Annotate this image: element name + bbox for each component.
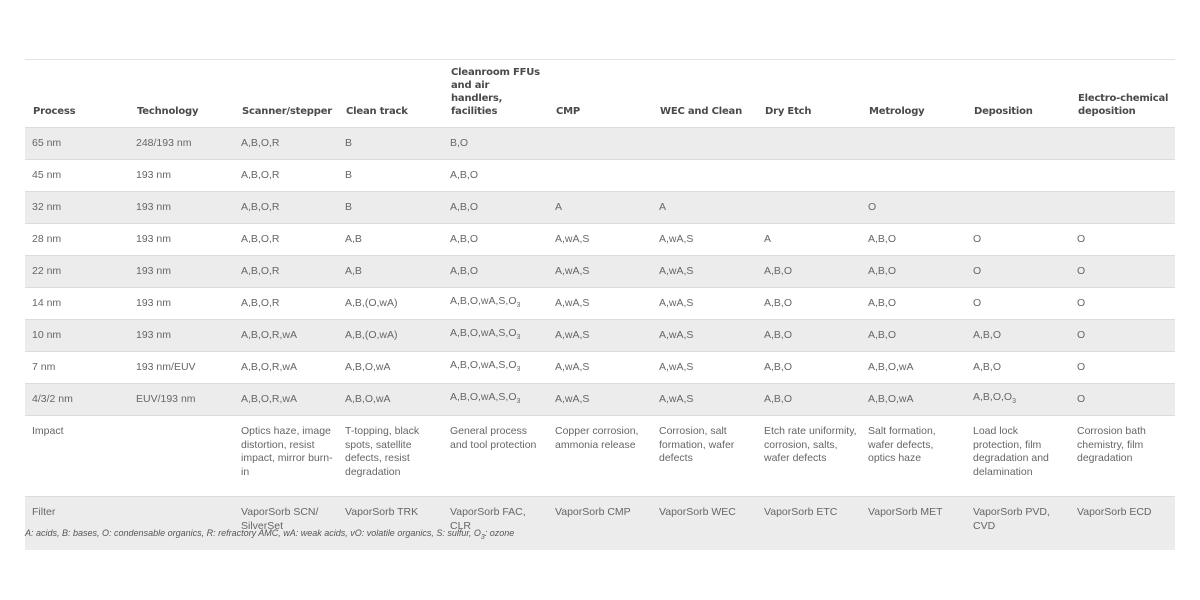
table-cell [129, 192, 234, 224]
table-body [25, 128, 1175, 551]
column-header-line: and air handlers, [451, 80, 503, 104]
column-header [129, 60, 234, 128]
impact-cell: General process and tool protection [443, 416, 548, 497]
cell-value: A [659, 200, 667, 213]
cell-value: 45 nm [32, 168, 62, 181]
header-row [25, 60, 1175, 128]
legend-text-end: : ozone [484, 528, 515, 538]
cell-value: A,B,(O,wA) [345, 328, 398, 341]
table-row [25, 160, 1175, 192]
column-header [861, 60, 966, 128]
cell-value: A,wA,S [555, 264, 590, 277]
cell-value: 65 nm [32, 136, 62, 149]
cell-value: A,B,(O,wA) [345, 296, 398, 309]
table-cell [129, 128, 234, 160]
table-cell [966, 384, 1070, 416]
table-cell [757, 256, 861, 288]
cell-value: A,B,O [450, 168, 479, 181]
column-header-line: Deposition [974, 106, 1033, 117]
cell-value: A,B,O [868, 264, 897, 277]
impact-cell: Load lock protection, film degradation and delamination [966, 416, 1070, 497]
table-cell [443, 352, 548, 384]
cell-value: A,B,O,wA,S,O [450, 390, 517, 403]
table-cell [1070, 224, 1175, 256]
column-header-line: Scanner/stepper [242, 106, 333, 117]
table-cell [338, 160, 443, 192]
column-header-line: deposition [1078, 106, 1136, 117]
table-row [25, 288, 1175, 320]
table-row [25, 192, 1175, 224]
cell-value: B [345, 168, 353, 181]
table-cell [338, 192, 443, 224]
cell-value: B [345, 200, 353, 213]
cell-value: 22 nm [32, 264, 62, 277]
cell-value: A,wA,S [555, 232, 590, 245]
cell-value: A,B,O [764, 296, 793, 309]
table-cell [338, 352, 443, 384]
table-row [25, 256, 1175, 288]
table-cell [548, 352, 652, 384]
cell-value: A,B,O [764, 328, 793, 341]
table-cell [25, 224, 129, 256]
table-cell [652, 224, 757, 256]
table-cell [25, 320, 129, 352]
column-header-line: Cleanroom FFUs [451, 67, 540, 78]
table-cell [25, 288, 129, 320]
table-cell [652, 256, 757, 288]
cell-value: B,O [450, 136, 469, 149]
legend-subscript: 3 [480, 533, 485, 541]
table-cell [129, 384, 234, 416]
cell-value: 193 nm/EUV [136, 360, 196, 373]
cell-value: 193 nm [136, 232, 172, 245]
table-cell [757, 224, 861, 256]
table-cell [25, 160, 129, 192]
table-cell [234, 224, 338, 256]
table-cell [234, 384, 338, 416]
table-cell [966, 224, 1070, 256]
table-cell [861, 384, 966, 416]
abbreviation-legend [25, 528, 514, 541]
cell-value: A,wA,S [659, 232, 694, 245]
cell-value: A [764, 232, 772, 245]
cell-value: A,wA,S [659, 296, 694, 309]
cell-value: A,B,O,R [241, 296, 280, 309]
cell-value: O [1077, 296, 1086, 309]
cell-value: A,B,O [764, 360, 793, 373]
table-cell [234, 352, 338, 384]
table-cell [861, 192, 966, 224]
column-header [338, 60, 443, 128]
cell-subscript: 3 [1012, 397, 1016, 405]
cell-value: 193 nm [136, 264, 172, 277]
impact-label: Impact [25, 416, 129, 497]
cell-value: 4/3/2 nm [32, 392, 73, 405]
legend-text: A: acids, B: bases, O: condensable organics, R: refractory AMC, wA: weak acids, vO: volatile organics, S: sulfur, O [25, 528, 481, 538]
column-header [1070, 60, 1175, 128]
cell-value: A,B,O,wA,S,O [450, 358, 517, 371]
table-row [25, 320, 1175, 352]
cell-value: 193 nm [136, 328, 172, 341]
impact-cell: Optics haze, image distortion, resist impact, mirror burn-in [234, 416, 338, 497]
table-cell [966, 320, 1070, 352]
filter-cell: VaporSorb SCN/ SilverSet [234, 497, 338, 551]
cell-value: A,wA,S [659, 360, 694, 373]
column-header-line: Process [33, 106, 76, 117]
table-cell [757, 128, 861, 160]
table-cell [338, 288, 443, 320]
table-cell [25, 192, 129, 224]
cell-value: A,wA,S [659, 264, 694, 277]
table-cell [234, 288, 338, 320]
table-cell [966, 160, 1070, 192]
column-header [234, 60, 338, 128]
table-cell [443, 160, 548, 192]
impact-cell: Etch rate uniformity, corrosion, salts, wafer defects [757, 416, 861, 497]
cell-value: A,B,O [973, 360, 1002, 373]
table-cell [966, 352, 1070, 384]
cell-value: O [1077, 328, 1086, 341]
impact-row [25, 416, 1175, 497]
table-cell [861, 224, 966, 256]
table-row [25, 384, 1175, 416]
cell-value: O [1077, 232, 1086, 245]
table-cell [234, 160, 338, 192]
table-cell [443, 288, 548, 320]
cell-value: A,B,O [450, 232, 479, 245]
amc-contamination-table [25, 60, 1175, 550]
cell-subscript: 3 [516, 301, 521, 309]
table-cell [548, 224, 652, 256]
table-cell [548, 288, 652, 320]
cell-value: O [1077, 392, 1086, 405]
column-header [652, 60, 757, 128]
table-cell [966, 256, 1070, 288]
filter-cell: VaporSorb TRK [338, 497, 443, 551]
filter-cell: VaporSorb MET [861, 497, 966, 551]
column-header-line: Dry Etch [765, 106, 812, 117]
cell-value: 28 nm [32, 232, 62, 245]
table-cell [652, 192, 757, 224]
table-cell [861, 160, 966, 192]
cell-value: A [555, 200, 563, 213]
table-cell [25, 384, 129, 416]
cell-value: A,B,O [764, 392, 793, 405]
table-cell [757, 320, 861, 352]
filter-cell: VaporSorb FAC, CLR [443, 497, 548, 551]
cell-value: A,wA,S [659, 392, 694, 405]
cell-value: A,B,O [973, 328, 1002, 341]
table-cell [652, 160, 757, 192]
table-cell [129, 352, 234, 384]
table-cell [25, 128, 129, 160]
cell-value: 10 nm [32, 328, 62, 341]
cell-value: A,B,O,wA [345, 392, 391, 405]
table-cell [338, 256, 443, 288]
cell-value: 32 nm [32, 200, 62, 213]
filter-cell: VaporSorb PVD, CVD [966, 497, 1070, 551]
table-cell [129, 256, 234, 288]
table-cell [1070, 352, 1175, 384]
table-cell [861, 128, 966, 160]
table-cell [1070, 384, 1175, 416]
table-cell [234, 320, 338, 352]
table-cell [1070, 160, 1175, 192]
cell-value: A,B,O [868, 296, 897, 309]
table-cell [234, 128, 338, 160]
filter-technology-cell [129, 497, 234, 551]
cell-value: A,B,O,wA [868, 360, 914, 373]
table-cell [548, 128, 652, 160]
table-cell [25, 352, 129, 384]
table-cell [443, 224, 548, 256]
table-cell [966, 128, 1070, 160]
cell-subscript: 3 [516, 365, 521, 373]
table-cell [443, 320, 548, 352]
cell-value: A,B,O [450, 200, 479, 213]
amc-contamination-table-container [25, 59, 1175, 550]
table-cell [861, 352, 966, 384]
table-cell [548, 256, 652, 288]
table-cell [129, 288, 234, 320]
cell-value: O [1077, 360, 1086, 373]
cell-value: A,B,O [450, 264, 479, 277]
table-cell [652, 352, 757, 384]
column-header [548, 60, 652, 128]
cell-value: A,B,O,R,wA [241, 328, 298, 341]
table-cell [234, 192, 338, 224]
cell-subscript: 3 [516, 333, 521, 341]
table-cell [1070, 192, 1175, 224]
cell-value: A,B,O [868, 232, 897, 245]
column-header-line: Clean track [346, 106, 408, 117]
cell-value: A,B,O,R [241, 136, 280, 149]
table-cell [1070, 320, 1175, 352]
impact-cell: Salt formation, wafer defects, optics haze [861, 416, 966, 497]
column-header-line: Technology [137, 106, 199, 117]
table-cell [652, 320, 757, 352]
table-cell [861, 320, 966, 352]
cell-subscript: 3 [516, 397, 521, 405]
cell-value: 14 nm [32, 296, 62, 309]
table-cell [338, 384, 443, 416]
table-cell [757, 384, 861, 416]
table-cell [338, 128, 443, 160]
table-cell [234, 256, 338, 288]
cell-value: A,B,O,wA [345, 360, 391, 373]
impact-technology-cell [129, 416, 234, 497]
column-header [25, 60, 129, 128]
cell-value: A,wA,S [555, 296, 590, 309]
table-cell [757, 288, 861, 320]
cell-value: A,B [345, 232, 362, 245]
table-cell [757, 192, 861, 224]
table-cell [548, 192, 652, 224]
cell-value: A,B,O,O [973, 390, 1013, 403]
table-cell [443, 128, 548, 160]
table-row [25, 224, 1175, 256]
table-cell [548, 320, 652, 352]
table-cell [652, 384, 757, 416]
column-header [443, 60, 548, 128]
cell-value: 7 nm [32, 360, 56, 373]
table-cell [1070, 288, 1175, 320]
table-row [25, 352, 1175, 384]
table-cell [25, 256, 129, 288]
cell-value: O [1077, 264, 1086, 277]
cell-value: A,B,O,wA,S,O [450, 326, 517, 339]
cell-value: A,B [345, 264, 362, 277]
table-cell [757, 352, 861, 384]
filter-cell: VaporSorb WEC [652, 497, 757, 551]
table-cell [129, 160, 234, 192]
cell-value: 248/193 nm [136, 136, 192, 149]
cell-value: A,B,O,R [241, 232, 280, 245]
cell-value: 193 nm [136, 296, 172, 309]
table-cell [861, 256, 966, 288]
cell-value: 193 nm [136, 168, 172, 181]
cell-value: A,B,O,R [241, 264, 280, 277]
impact-cell: Corrosion, salt formation, wafer defects [652, 416, 757, 497]
column-header [966, 60, 1070, 128]
table-cell [129, 320, 234, 352]
filter-cell: VaporSorb ETC [757, 497, 861, 551]
impact-cell: Corrosion bath chemistry, film degradation [1070, 416, 1175, 497]
table-cell [757, 160, 861, 192]
table-cell [443, 256, 548, 288]
table-cell [652, 128, 757, 160]
cell-value: A,wA,S [555, 360, 590, 373]
column-header-line: Electro-chemical [1078, 93, 1169, 104]
table-cell [548, 160, 652, 192]
cell-value: A,B,O [764, 264, 793, 277]
table-cell [966, 288, 1070, 320]
table-row [25, 128, 1175, 160]
cell-value: O [973, 232, 982, 245]
table-cell [861, 288, 966, 320]
cell-value: A,wA,S [555, 392, 590, 405]
table-cell [443, 192, 548, 224]
cell-value: A,B,O,wA [868, 392, 914, 405]
column-header [757, 60, 861, 128]
cell-value: A,wA,S [555, 328, 590, 341]
table-cell [443, 384, 548, 416]
filter-row [25, 497, 1175, 551]
cell-value: A,B,O,R,wA [241, 360, 298, 373]
impact-cell: Copper corrosion, ammonia release [548, 416, 652, 497]
filter-cell: VaporSorb ECD [1070, 497, 1175, 551]
column-header-line: CMP [556, 106, 581, 117]
cell-value: O [973, 296, 982, 309]
table-cell [338, 320, 443, 352]
cell-value: O [973, 264, 982, 277]
table-cell [966, 192, 1070, 224]
table-cell [1070, 128, 1175, 160]
cell-value: A,B,O,wA,S,O [450, 294, 517, 307]
table-cell [1070, 256, 1175, 288]
cell-value: EUV/193 nm [136, 392, 196, 405]
cell-value: 193 nm [136, 200, 172, 213]
table-cell [548, 384, 652, 416]
filter-label: Filter [25, 497, 129, 551]
cell-value: A,B,O,R [241, 200, 280, 213]
cell-value: A,wA,S [659, 328, 694, 341]
cell-value: A,B,O,R,wA [241, 392, 298, 405]
column-header-line: WEC and Clean [660, 106, 743, 117]
cell-value: A,B,O [868, 328, 897, 341]
column-header-line: facilities [451, 106, 498, 117]
cell-value: B [345, 136, 353, 149]
filter-cell: VaporSorb CMP [548, 497, 652, 551]
impact-cell: T-topping, black spots, satellite defects, resist degradation [338, 416, 443, 497]
column-header-line: Metrology [869, 106, 925, 117]
table-cell [652, 288, 757, 320]
cell-value: A,B,O,R [241, 168, 280, 181]
cell-value: O [868, 200, 877, 213]
table-cell [129, 224, 234, 256]
table-cell [338, 224, 443, 256]
